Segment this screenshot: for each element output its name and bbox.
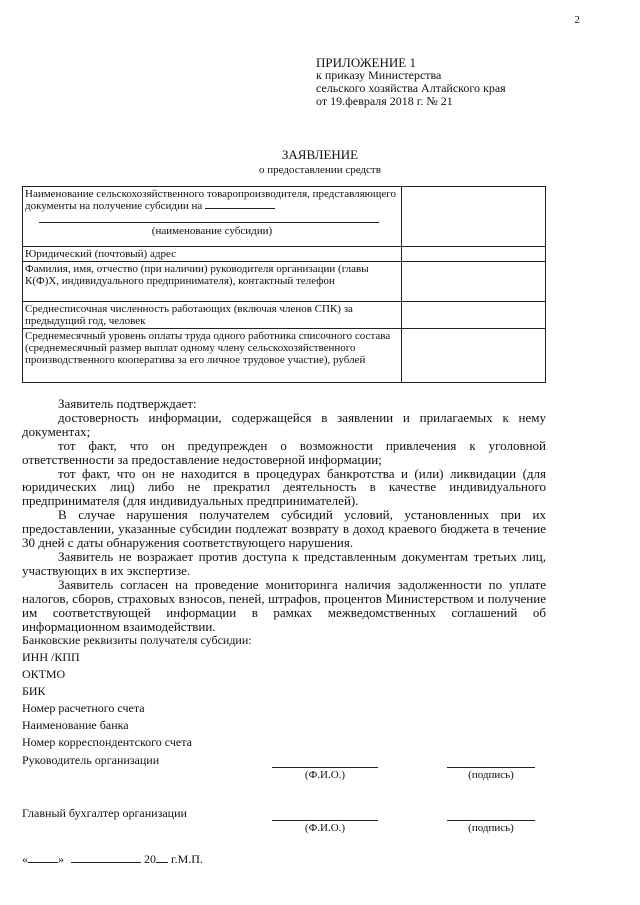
- accountant-label: Главный бухгалтер организации: [22, 806, 187, 820]
- paragraph: Заявитель не возражает против доступа к представленным документам третьих лиц, участвующих в их экспертизе.: [22, 548, 546, 578]
- paragraph: тот факт, что он не находится в процедурах банкротства и (или) ликвидации (для юридических лиц) либо не прекратил деятельность в качестве индивидуального предпринимателя (для индивидуальных предпринимателей).: [22, 465, 546, 509]
- head-signature-block: [22, 753, 546, 787]
- appendix-line-1: к приказу Министерства: [316, 68, 442, 82]
- table-row: [23, 187, 546, 247]
- appendix-heading: ПРИЛОЖЕНИЕ 1: [316, 55, 416, 70]
- row-staff-label: Среднесписочная численность работающих (включая членов СПК) за предыдущий год, человек: [23, 302, 402, 329]
- year-prefix: 20: [144, 852, 156, 866]
- head-sign-line[interactable]: [447, 767, 535, 768]
- row-subsidy-text: Наименование сельскохозяйственного товаропроизводителя, представляющего документы на получение субсидии на: [25, 188, 396, 212]
- bank-name: Наименование банка: [22, 718, 129, 732]
- head-fio-line[interactable]: [272, 767, 378, 768]
- row-address-label: Юридический (почтовый) адрес: [23, 247, 402, 262]
- bank-bik: БИК: [22, 684, 46, 698]
- accountant-sign-line[interactable]: [447, 820, 535, 821]
- head-sign-caption: (подпись): [468, 769, 514, 781]
- bank-details: [22, 632, 252, 751]
- paragraph: В случае нарушения получателем субсидий условий, установленных при их предоставлении, указанные субсидии подлежат возврату в доход краевого бюджета в течение 30 дней с даты обнаружения соответствующего нарушения.: [22, 507, 546, 551]
- month-blank[interactable]: [71, 862, 141, 863]
- declaration-text: [22, 397, 546, 633]
- application-form-table: [22, 186, 546, 383]
- bank-account: Номер расчетного счета: [22, 701, 145, 715]
- paragraph: достоверность информации, содержащейся в заявлении и прилагаемых к нему документах;: [22, 409, 546, 439]
- paragraph: тот факт, что он предупрежден о возможности привлечения к уголовной ответственности за предоставление недостоверной информации;: [22, 437, 546, 467]
- accountant-sign-caption: (подпись): [468, 822, 514, 834]
- document-subtitle: о предоставлении средств: [259, 164, 381, 176]
- subsidy-name-blank[interactable]: [205, 208, 275, 209]
- row-subsidy-value[interactable]: [402, 187, 546, 247]
- bank-inn: ИНН /КПП: [22, 650, 80, 664]
- head-label: Руководитель организации: [22, 753, 160, 767]
- paragraph: Заявитель подтверждает:: [58, 396, 197, 411]
- close-quote: »: [58, 852, 64, 866]
- bank-oktmo: ОКТМО: [22, 667, 66, 681]
- row-salary-value[interactable]: [402, 329, 546, 383]
- open-quote: «: [22, 852, 28, 866]
- accountant-fio-caption: (Ф.И.О.): [304, 822, 346, 834]
- year-blank[interactable]: [156, 862, 168, 863]
- bank-heading: Банковские реквизиты получателя субсидии:: [22, 633, 252, 647]
- document-title: ЗАЯВЛЕНИЕ: [281, 147, 359, 162]
- row-address-value[interactable]: [402, 247, 546, 262]
- day-blank[interactable]: [28, 862, 58, 863]
- date-stamp-line: [22, 852, 203, 867]
- table-row: [23, 329, 546, 383]
- row-head-value[interactable]: [402, 262, 546, 302]
- row-staff-value[interactable]: [402, 302, 546, 329]
- stamp-suffix: г.М.П.: [171, 852, 203, 866]
- appendix-line-2: сельского хозяйства Алтайского края: [316, 81, 506, 95]
- table-row: [23, 302, 546, 329]
- table-row: [23, 262, 546, 302]
- appendix-header: [316, 56, 506, 108]
- appendix-line-3: от 19.февраля 2018 г. № 21: [316, 94, 453, 108]
- bank-corr-account: Номер корреспондентского счета: [22, 735, 192, 749]
- row-subsidy-label: [23, 187, 402, 247]
- accountant-signature-block: [22, 806, 546, 840]
- head-fio-caption: (Ф.И.О.): [304, 769, 346, 781]
- paragraph: Заявитель согласен на проведение мониторинга наличия задолженности по уплате налогов, сборов, страховых взносов, пеней, штрафов, процентов Министерством и получение им соответствующей информации в рамках межведомственных соглашений об информационном взаимодействии.: [22, 576, 546, 634]
- subsidy-name-caption: (наименование субсидии): [151, 225, 273, 237]
- row-salary-label: Среднемесячный уровень оплаты труда одного работника списочного состава (среднемесячный размер выплат одному члену сельскохозяйственного производственного кооператива за его личное трудовое участие), рублей: [23, 329, 402, 383]
- subsidy-name-line: [39, 212, 379, 223]
- table-row: [23, 247, 546, 262]
- row-head-label: Фамилия, имя, отчество (при наличии) руководителя организации (главы К(Ф)Х, индивидуального предпринимателя), контактный телефон: [23, 262, 402, 302]
- accountant-fio-line[interactable]: [272, 820, 378, 821]
- page-number: 2: [574, 14, 580, 26]
